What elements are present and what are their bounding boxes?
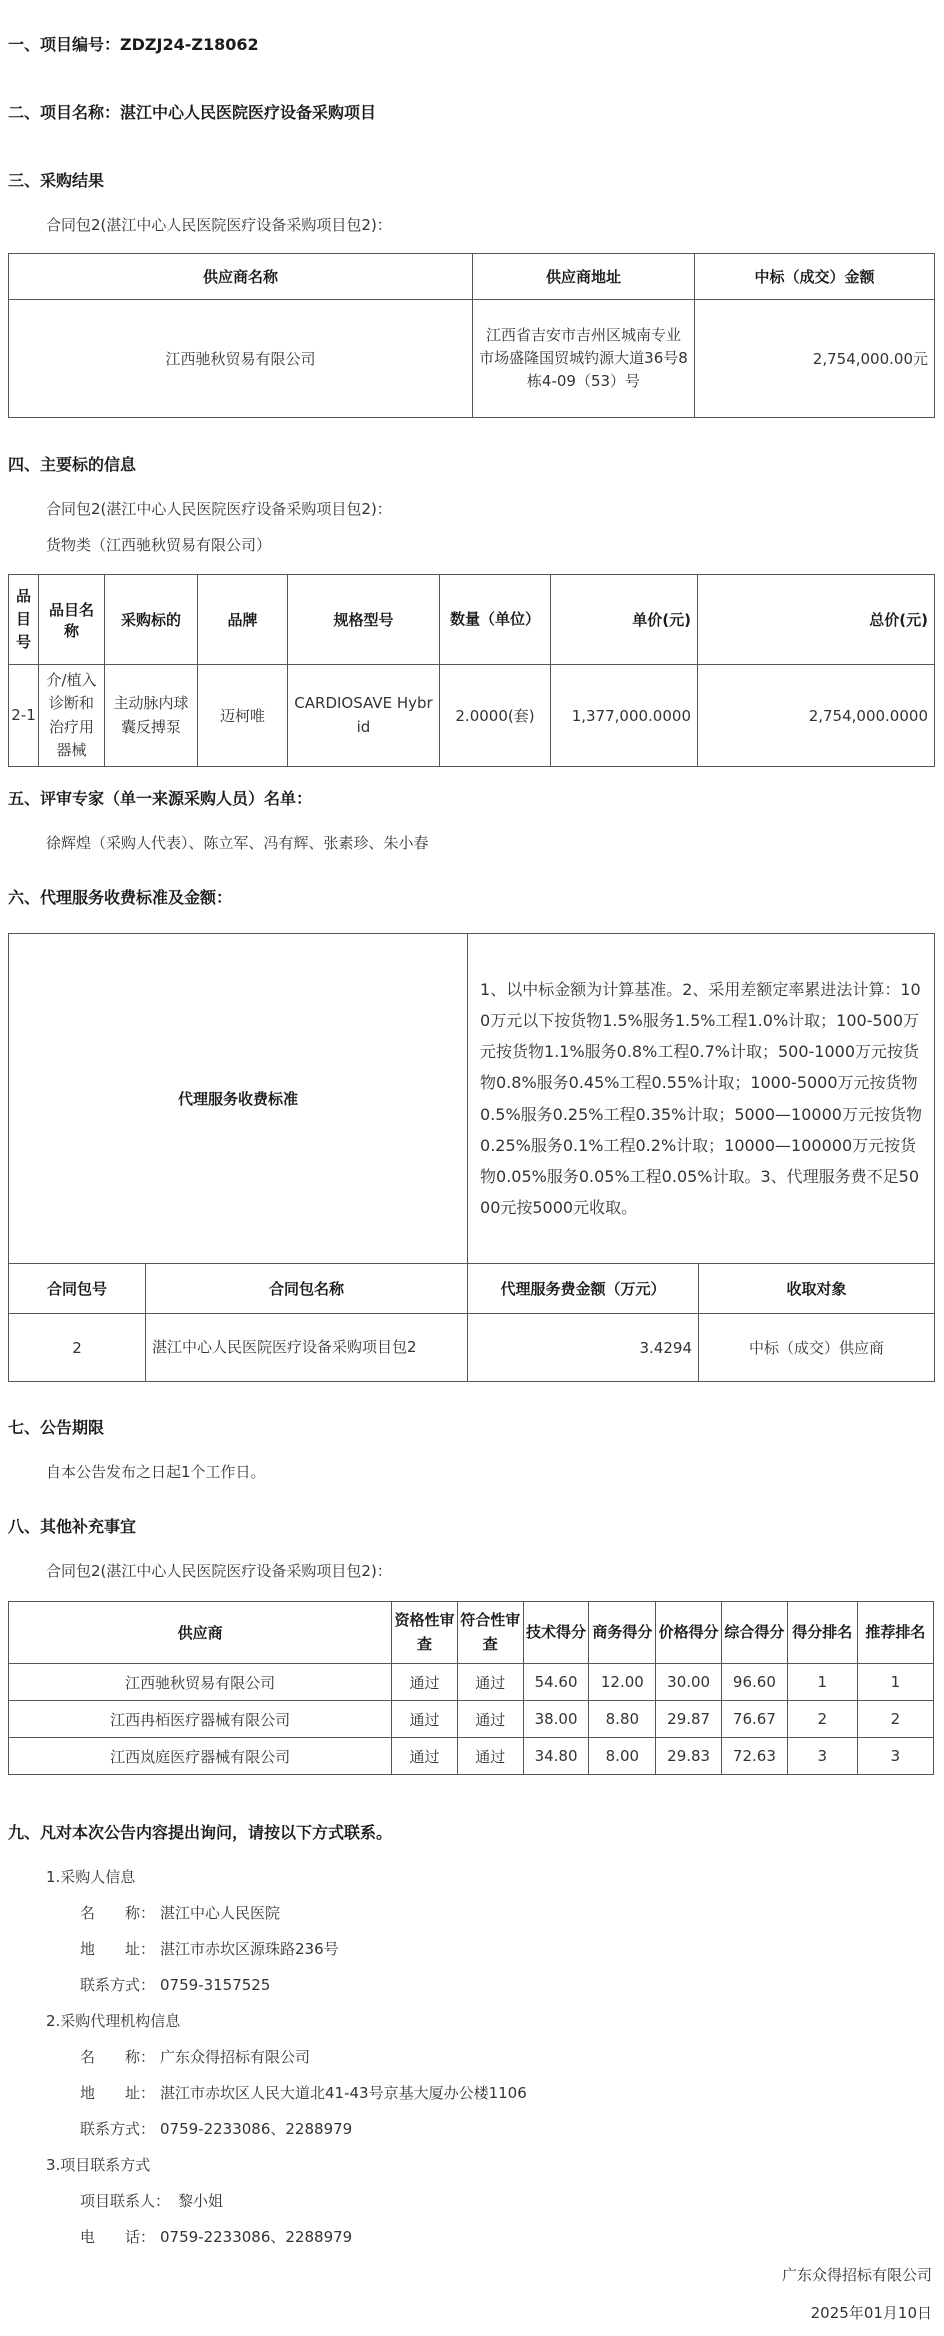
score-header-rank: 得分排名 [787,1602,857,1664]
agent-phone: 0759-2233086、2288979 [160,2120,353,2138]
item-brand: 迈柯唯 [198,665,288,767]
score-header-total: 综合得分 [722,1602,788,1664]
section-contact: 九、凡对本次公告内容提出询问，请按以下方式联系。 [8,1823,393,1842]
score-cell: 通过 [457,1664,523,1701]
agent-info-title: 2.采购代理机构信息 [46,2012,181,2030]
score-cell: 8.80 [589,1701,656,1738]
section-project-name: 二、项目名称：湛江中心人民医院医疗设备采购项目 [8,103,377,122]
score-cell: 通过 [392,1701,458,1738]
fee-header-target: 收取对象 [699,1264,935,1314]
table-row [9,1738,934,1775]
score-cell: 54.60 [523,1664,589,1701]
goods-label: 货物类（江西驰秋贸易有限公司） [46,536,272,554]
score-cell: 1 [787,1664,857,1701]
item-no: 2-1 [9,665,39,767]
score-cell: 3 [787,1738,857,1775]
score-cell: 3 [857,1738,933,1775]
agent-address: 湛江市赤坎区人民大道北41-43号京基大厦办公楼1106 [160,2084,527,2102]
item-total: 2,754,000.0000 [698,665,935,767]
item-header-brand: 品牌 [198,575,288,665]
buyer-info-title: 1.采购人信息 [46,1868,136,1886]
fee-standard-text: 1、以中标金额为计算基准。2、采用差额定率累进法计算：100万元以下按货物1.5%服务1.5%工程1.0%计取；100-500万元按货物1.1%服务0.8%工程0.7%计取；500-1000万元按货物0.8%服务0.45%工程0.55%计取；1000-5000万元按货物0.5%服务0.25%工程0.35%计取；5000—10000万元按货物0.25%服务0.1%工程0.2%计取；10000—100000万元按货物0.05%服务0.05%工程0.05%计取。3、代理服务费不足5000元按5000元收取。 [468,934,935,1264]
result-header-amount: 中标（成交）金额 [695,254,935,300]
fee-package-name: 湛江中心人民医院医疗设备采购项目包2 [146,1314,468,1382]
item-table [8,574,935,767]
buyer-address-label: 地 址： [80,1940,156,1958]
item-header-total: 总价(元) [698,575,935,665]
agent-phone-label: 联系方式： [80,2120,156,2138]
item-subject: 主动脉内球囊反搏泵 [105,665,198,767]
buyer-name-row [80,1902,280,1923]
package-label-scores: 合同包2(湛江中心人民医院医疗设备采购项目包2)： [46,1562,392,1580]
project-contact-title: 3.项目联系方式 [46,2156,151,2174]
score-cell: 76.67 [722,1701,788,1738]
score-header-business: 商务得分 [589,1602,656,1664]
section-notice-period: 七、公告期限 [8,1418,105,1437]
score-header-qualification: 资格性审查 [392,1602,458,1664]
table-row [9,1664,934,1701]
section-agency-fee: 六、代理服务收费标准及金额： [8,888,233,907]
agent-address-row [80,2082,527,2103]
score-cell: 1 [857,1664,933,1701]
fee-header-amount: 代理服务费金额（万元） [468,1264,699,1314]
project-phone-row [80,2226,352,2247]
fee-standard-label: 代理服务收费标准 [9,934,468,1264]
project-person-label: 项目联系人： [80,2192,171,2210]
score-header-price: 价格得分 [656,1602,722,1664]
score-cell: 2 [787,1701,857,1738]
score-cell: 34.80 [523,1738,589,1775]
score-cell: 通过 [392,1664,458,1701]
score-cell: 29.87 [656,1701,722,1738]
item-header-subject: 采购标的 [105,575,198,665]
item-header-qty: 数量（单位） [440,575,551,665]
fee-amount: 3.4294 [468,1314,699,1382]
score-cell: 江西岚庭医疗器械有限公司 [9,1738,392,1775]
result-header-name: 供应商名称 [9,254,473,300]
score-header-compliance: 符合性审查 [457,1602,523,1664]
notice-period-text: 自本公告发布之日起1个工作日。 [46,1463,266,1481]
score-cell: 江西冉栢医疗器械有限公司 [9,1701,392,1738]
fee-target: 中标（成交）供应商 [699,1314,935,1382]
table-row [9,1701,934,1738]
item-unit-price: 1,377,000.0000 [551,665,698,767]
score-cell: 12.00 [589,1664,656,1701]
item-header-no: 品目号 [9,575,39,665]
item-model: CARDIOSAVE Hybrid [288,665,440,767]
buyer-name-label: 名 称： [80,1904,156,1922]
package-label-result: 合同包2(湛江中心人民医院医疗设备采购项目包2)： [46,216,392,234]
score-cell: 通过 [457,1701,523,1738]
result-supplier-name: 江西驰秋贸易有限公司 [9,300,473,418]
section-result: 三、采购结果 [8,171,105,190]
signature-org: 广东众得招标有限公司 [781,2266,932,2284]
section-main-subject: 四、主要标的信息 [8,455,137,474]
agent-phone-row [80,2118,352,2139]
agent-name: 广东众得招标有限公司 [160,2048,311,2066]
score-cell: 30.00 [656,1664,722,1701]
agent-address-label: 地 址： [80,2084,156,2102]
fee-header-no: 合同包号 [9,1264,146,1314]
buyer-phone-row [80,1974,270,1995]
project-person-row [80,2190,223,2211]
project-phone: 0759-2233086、2288979 [160,2228,353,2246]
buyer-phone-label: 联系方式： [80,1976,156,1994]
fee-package-no: 2 [9,1314,146,1382]
score-cell: 通过 [392,1738,458,1775]
score-cell: 96.60 [722,1664,788,1701]
result-supplier-address: 江西省吉安市吉州区城南专业市场盛隆国贸城钓源大道36号8栋4-09（53）号 [473,300,695,418]
section-supplementary: 八、其他补充事宜 [8,1517,137,1536]
score-cell: 38.00 [523,1701,589,1738]
item-qty: 2.0000(套) [440,665,551,767]
result-header-address: 供应商地址 [473,254,695,300]
buyer-phone: 0759-3157525 [160,1976,271,1994]
agent-name-row [80,2046,310,2067]
item-header-category: 品目名称 [39,575,105,665]
result-amount: 2,754,000.00元 [695,300,935,418]
fee-header-name: 合同包名称 [146,1264,468,1314]
buyer-address-row [80,1938,339,1959]
score-table [8,1601,934,1775]
item-category: 介/植入诊断和治疗用器械 [39,665,105,767]
agent-name-label: 名 称： [80,2048,156,2066]
section-project-number: 一、项目编号：ZDZJ24-Z18062 [8,35,259,54]
buyer-name: 湛江中心人民医院 [160,1904,281,1922]
score-cell: 29.83 [656,1738,722,1775]
fee-table [8,933,935,1382]
item-header-model: 规格型号 [288,575,440,665]
project-person: 黎小姐 [178,2192,224,2210]
experts-list: 徐辉煌（采购人代表）、陈立军、冯有辉、张素珍、朱小春 [46,834,429,852]
section-experts: 五、评审专家（单一来源采购人员）名单： [8,789,313,808]
score-cell: 通过 [457,1738,523,1775]
project-phone-label: 电 话： [80,2228,156,2246]
score-cell: 江西驰秋贸易有限公司 [9,1664,392,1701]
signature-date: 2025年01月10日 [810,2304,932,2322]
item-header-unit-price: 单价(元) [551,575,698,665]
buyer-address: 湛江市赤坎区源珠路236号 [160,1940,339,1958]
score-header-recommend: 推荐排名 [857,1602,933,1664]
score-cell: 72.63 [722,1738,788,1775]
package-label-items: 合同包2(湛江中心人民医院医疗设备采购项目包2)： [46,500,392,518]
score-header-technical: 技术得分 [523,1602,589,1664]
score-cell: 2 [857,1701,933,1738]
score-cell: 8.00 [589,1738,656,1775]
score-header-supplier: 供应商 [9,1602,392,1664]
result-table [8,253,935,418]
